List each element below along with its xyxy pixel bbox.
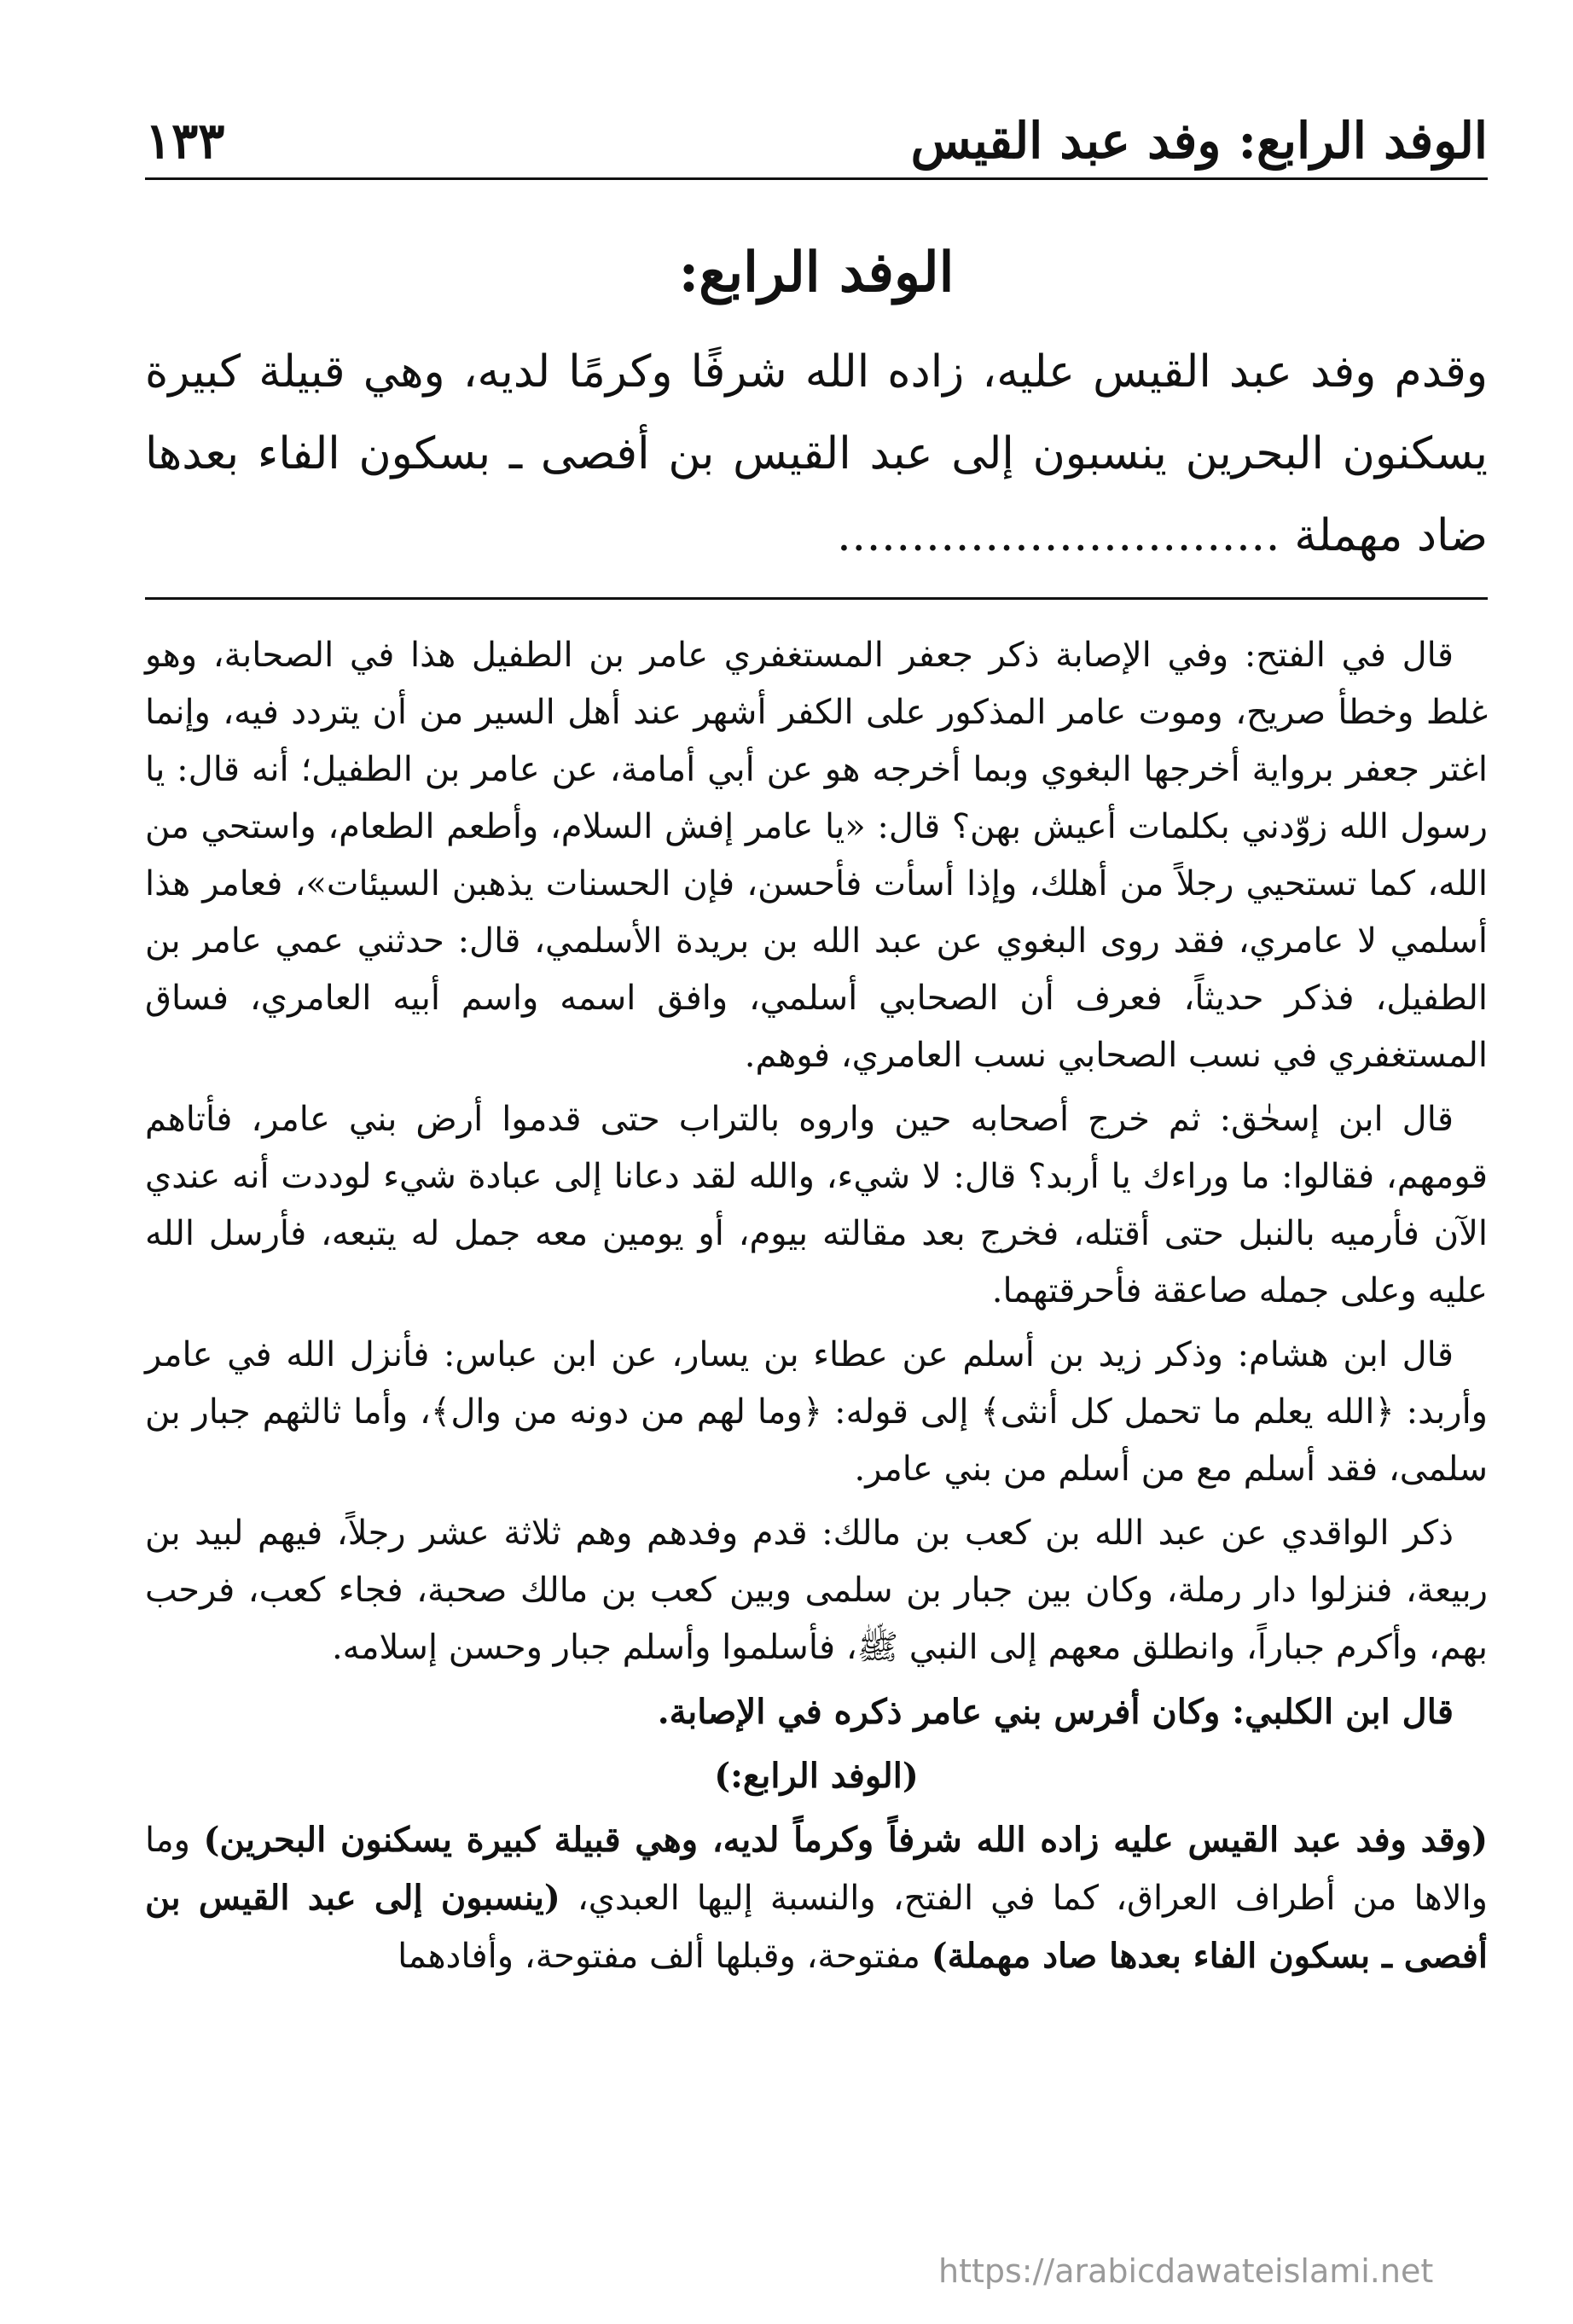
commentary-text: مفتوحة، وقبلها ألف مفتوحة، وأفادهما: [398, 1937, 932, 1976]
footnotes: [145, 627, 1488, 1992]
commentary-paragraph: [145, 1811, 1488, 1985]
main-paragraph: وقدم وفد عبد القيس عليه، زاده الله شرفًا وكرمًا لديه، وهي قبيلة كبيرة يسكنون البحرين ينسبون إلى عبد القيس بن أفصى ـ بسكون الفاء بعدها ضاد مهملة: [145, 346, 1488, 561]
footnote-paragraph: ذكر الواقدي عن عبد الله بن كعب بن مالك: قدم وفدهم وهم ثلاثة عشر رجلاً، فيهم لبيد بن ربيعة، فنزلوا دار رملة، وكان بين جبار بن سلمى وبين كعب بن مالك صحبة، فجاء كعب، فرحب بهم، وأكرم جباراً، وانطلق معهم إلى النبي ﷺ، فأسلموا وأسلم جبار وحسن إسلامه.: [145, 1514, 1488, 1667]
page-number: ١٣٣: [145, 112, 225, 170]
footnote-paragraph: قال في الفتح: وفي الإصابة ذكر جعفر المستغفري عامر بن الطفيل هذا في الصحابة، وهو غلط وخطأ صريح، وموت عامر المذكور على الكفر أشهر عند أهل السير من أن يتردد فيه، وإنما اغتر جعفر برواية أخرجها البغوي وبما أخرجه هو عن أبي أمامة، عن عامر بن الطفيل؛ أنه قال: يا رسول الله زوّدني بكلمات أعيش بهن؟ قال: «يا عامر إفش السلام، وأطعم الطعام، واستحي من الله، كما تستحيي رجلاً من أهلك، وإذا أسأت فأحسن، فإن الحسنات يذهبن السيئات»، فعامر هذا أسلمي لا عامري، فقد روى البغوي عن عبد الله بن بريدة الأسلمي، قال: حدثني عمي عامر بن الطفيل، فذكر حديثاً، فعرف أن الصحابي أسلمي، وافق اسمه واسم أبيه العامري، فساق المستغفري في نسب الصحابي نسب العامري، فوهم.: [145, 636, 1488, 1075]
section-heading: الوفد الرابع:: [678, 241, 955, 305]
main-text: [145, 331, 1488, 577]
commentary-quote: (وقد وفد عبد القيس عليه زاده الله شرفاً وكرماً لديه، وهي قبيلة كبيرة يسكنون البحرين): [203, 1820, 1489, 1860]
running-header: [145, 102, 1488, 179]
footnote-paragraph: قال ابن الكلبي: وكان أفرس بني عامر ذكره في الإصابة.: [657, 1692, 1454, 1732]
running-title: الوفد الرابع: وفد عبد القيس: [910, 112, 1488, 170]
commentary-quote: (ينسبون إلى عبد القيس بن أفصى ـ بسكون الفاء بعدها صاد مهملة): [145, 1878, 1488, 1976]
ellipsis-dots: …………………………: [836, 510, 1280, 561]
watermark-url: https://arabicdawateislami.net: [938, 2252, 1434, 2290]
footnote-paragraph: قال ابن هشام: وذكر زيد بن أسلم عن عطاء بن يسار، عن ابن عباس: فأنزل الله في عامر وأربد: ﴿الله يعلم ما تحمل كل أنثى﴾ إلى قوله: ﴿وما لهم من دونه من وال﴾، وأما ثالثهم جبار بن سلمى، فقد أسلم مع من أسلم من بني عامر.: [145, 1335, 1489, 1489]
commentary-text: وما والاها من أطراف العراق، كما في الفتح، والنسبة إليها العبدي،: [145, 1821, 1488, 1918]
footnote-rule: [145, 597, 1488, 600]
commentary-heading: (الوفد الرابع:): [714, 1756, 919, 1796]
header-rule: [145, 177, 1488, 180]
footnote-paragraph: قال ابن إسحٰق: ثم خرج أصحابه حين واروه بالتراب حتى قدموا أرض بني عامر، فأتاهم قومهم، فقالوا: ما وراءك يا أربد؟ قال: لا شيء، والله لقد دعانا إلى عبادة شيء لوددت أنه عندي الآن فأرميه بالنبل حتى أقتله، فخرج بعد مقالته بيوم، أو يومين معه جمل له يتبعه، فأرسل الله عليه وعلى جمله صاعقة فأحرقتهما.: [145, 1100, 1488, 1310]
